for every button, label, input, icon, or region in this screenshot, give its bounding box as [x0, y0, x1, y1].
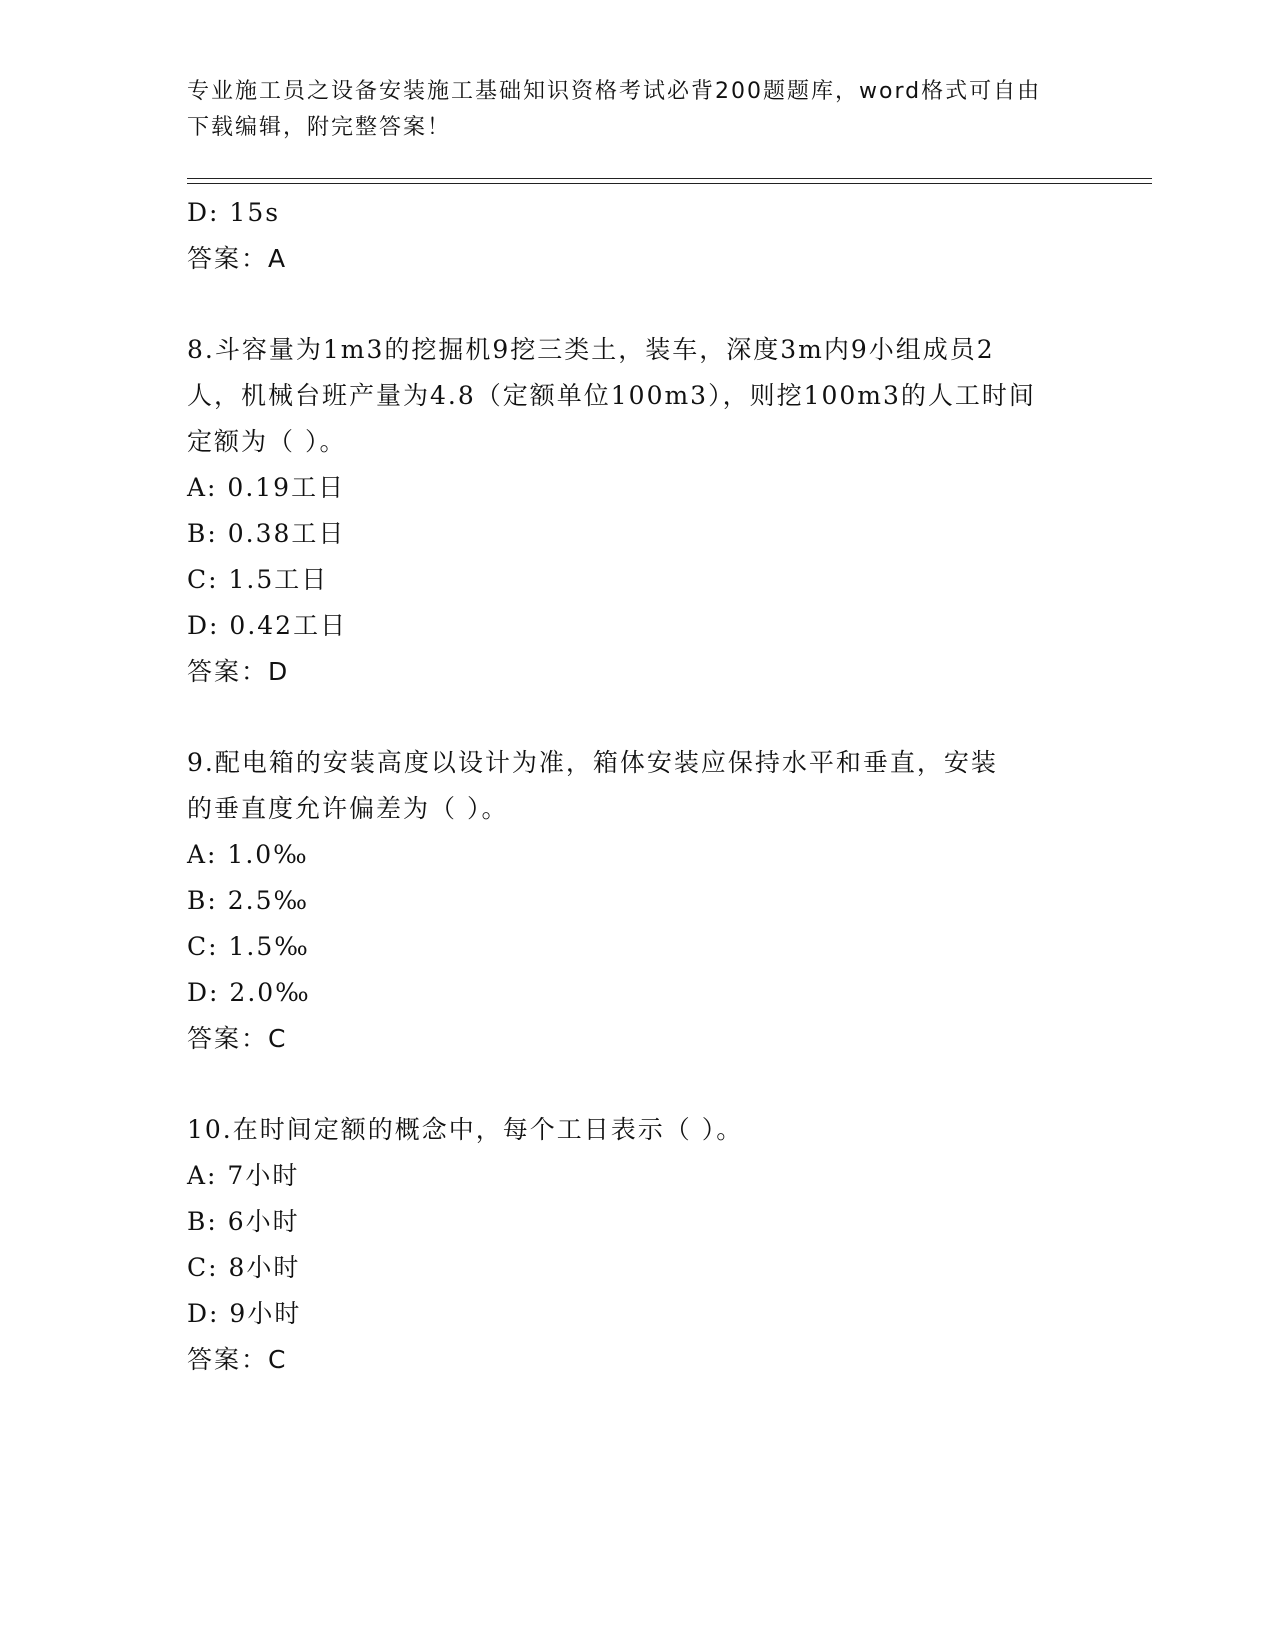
option-b: B: 6小时 [187, 1207, 300, 1236]
question-8 [187, 327, 1087, 695]
option-b: B: 2.5‰ [187, 886, 310, 915]
option-b: B: 0.38工日 [187, 519, 346, 548]
question-content [187, 190, 1087, 1383]
spacer [187, 1062, 1087, 1107]
answer-line: 答案：D [187, 657, 290, 686]
spacer [187, 695, 1087, 740]
header-divider-top [187, 178, 1152, 179]
question-text-line: 9.配电箱的安装高度以设计为准，箱体安装应保持水平和垂直，安装 [187, 748, 998, 777]
answer-line: 答案：C [187, 1024, 288, 1053]
page-header [187, 74, 1077, 146]
header-line-2: 下载编辑，附完整答案！ [187, 115, 452, 140]
question-text-line: 的垂直度允许偏差为（ ）。 [187, 794, 509, 823]
question-text-line: 人，机械台班产量为4.8（定额单位100m3），则挖100m3的人工时间 [187, 381, 1036, 410]
question-text-line: 定额为（ ）。 [187, 427, 347, 456]
spacer [187, 282, 1087, 327]
option-d: D: 2.0‰ [187, 978, 311, 1007]
option-c: C: 1.5工日 [187, 565, 329, 594]
answer-line: 答案：A [187, 244, 288, 273]
answer-line: 答案：C [187, 1345, 288, 1374]
header-divider-bottom [187, 183, 1152, 184]
question-10 [187, 1107, 1087, 1383]
header-line-1: 专业施工员之设备安装施工基础知识资格考试必背200题题库，word格式可自由 [187, 79, 1042, 104]
option-d: D: 15s [187, 198, 281, 227]
previous-question-tail [187, 190, 1087, 282]
question-text-line: 10.在时间定额的概念中，每个工日表示（ ）。 [187, 1115, 744, 1144]
option-a: A: 1.0‰ [187, 840, 309, 869]
option-a: A: 0.19工日 [187, 473, 346, 502]
question-text-line: 8.斗容量为1m3的挖掘机9挖三类土，装车，深度3m内9小组成员2 [187, 335, 995, 364]
question-9 [187, 740, 1087, 1062]
option-d: D: 9小时 [187, 1299, 302, 1328]
option-c: C: 1.5‰ [187, 932, 310, 961]
option-c: C: 8小时 [187, 1253, 301, 1282]
option-d: D: 0.42工日 [187, 611, 348, 640]
option-a: A: 7小时 [187, 1161, 300, 1190]
